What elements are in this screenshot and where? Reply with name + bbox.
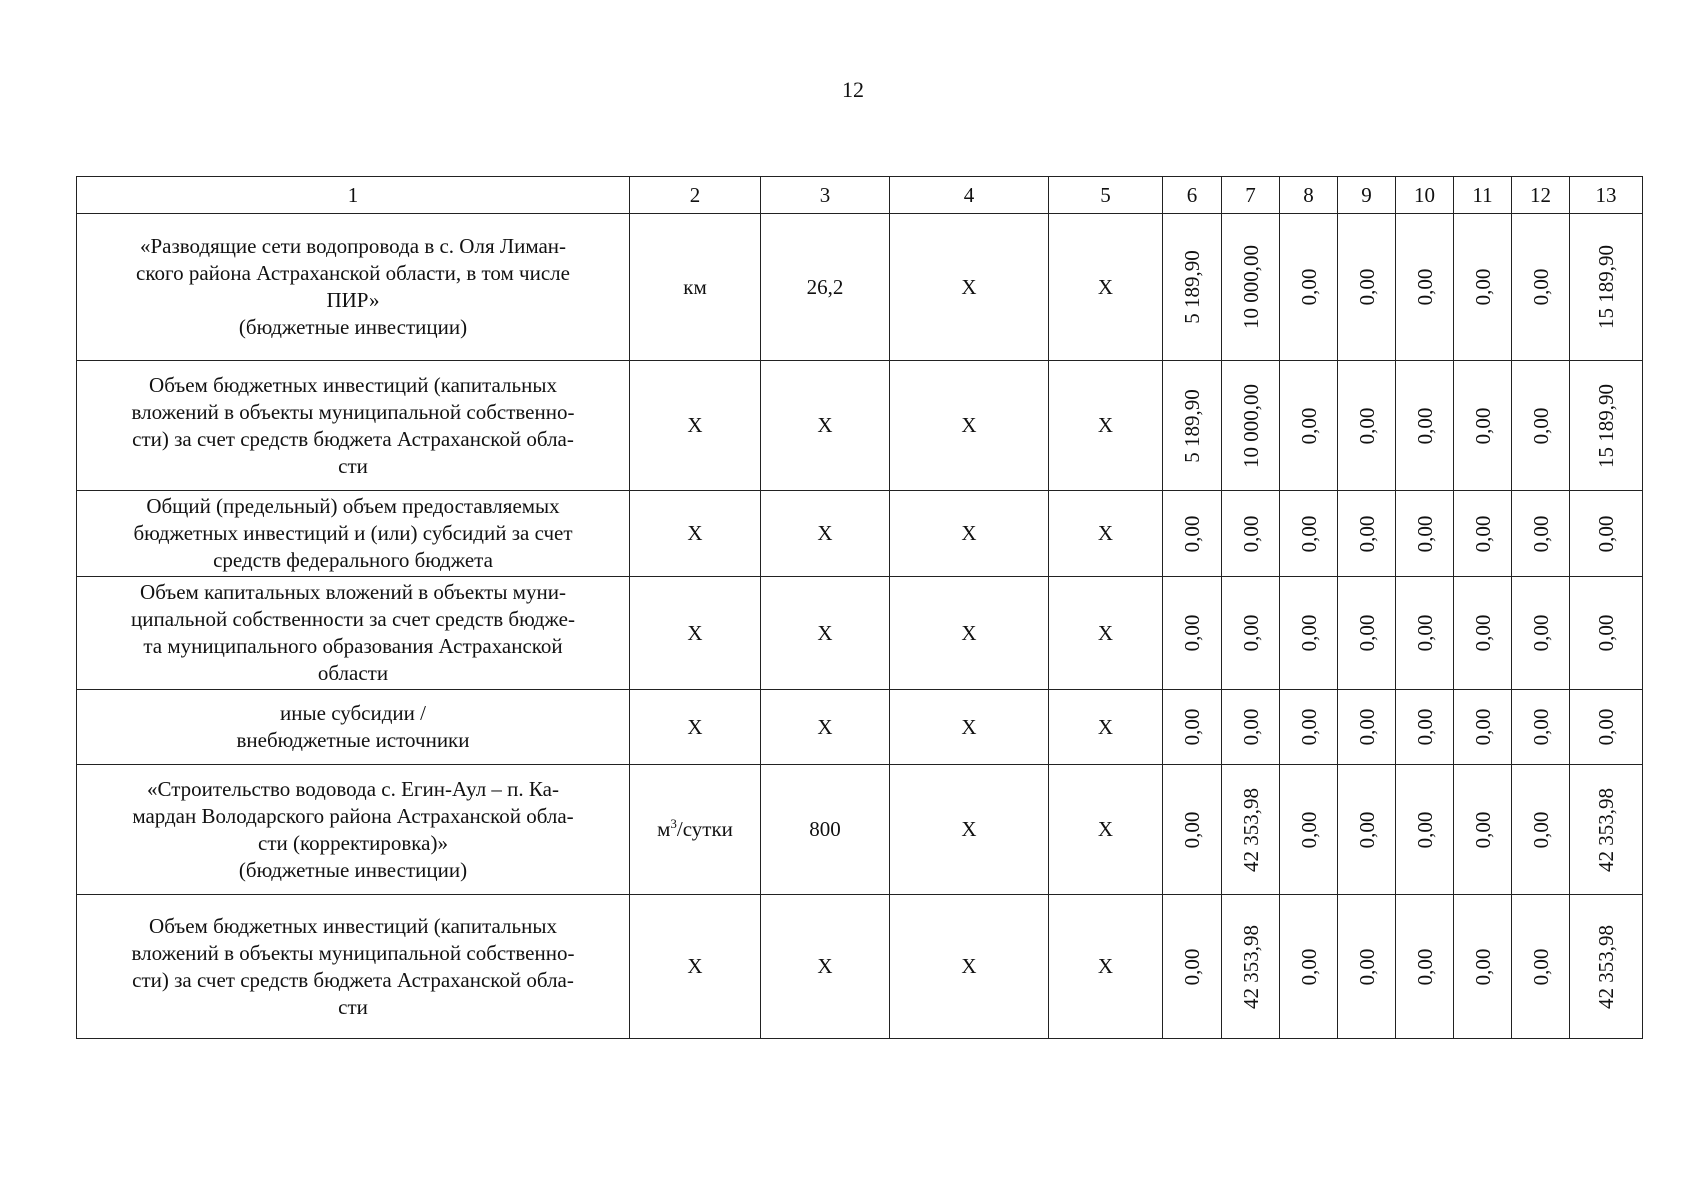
unit-cell: км xyxy=(630,214,761,361)
header-cell: 9 xyxy=(1338,177,1396,214)
table-row xyxy=(77,895,1643,1039)
value-cell xyxy=(1163,214,1222,361)
value-text: 0,00 xyxy=(1180,614,1204,652)
value-text: 0,00 xyxy=(1470,811,1495,848)
value-cell xyxy=(1163,690,1222,765)
value-text: 0,00 xyxy=(1528,948,1553,985)
value-cell xyxy=(1163,895,1222,1039)
capacity-cell: X xyxy=(761,361,890,491)
col4-cell: X xyxy=(890,214,1049,361)
value-cell xyxy=(1512,361,1570,491)
value-text: 0,00 xyxy=(1412,268,1437,306)
header-cell: 6 xyxy=(1163,177,1222,214)
header-cell: 10 xyxy=(1396,177,1454,214)
value-text: 0,00 xyxy=(1296,614,1321,652)
value-cell xyxy=(1222,765,1280,895)
value-text: 0,00 xyxy=(1180,948,1204,985)
value-text: 5 189,90 xyxy=(1180,250,1204,324)
header-cell: 1 xyxy=(77,177,630,214)
description-cell: «Строительство водовода с. Егин-Аул – п. Ка- мардан Володарского района Астраханской обла- сти (корректировка)» (бюджетные инвестиции) xyxy=(77,765,630,895)
value-text: 15 189,90 xyxy=(1594,245,1618,329)
value-cell xyxy=(1570,491,1643,577)
header-cell: 8 xyxy=(1280,177,1338,214)
description-cell: «Разводящие сети водопровода в с. Оля Лиман- ского района Астраханской области, в том числе ПИР» (бюджетные инвестиции) xyxy=(77,214,630,361)
description-cell: Объем бюджетных инвестиций (капитальных вложений в объекты муниципальной собственно- сти) за счет средств бюджета Астраханской обла- сти xyxy=(77,361,630,491)
value-cell xyxy=(1280,895,1338,1039)
value-cell xyxy=(1570,577,1643,690)
value-text: 0,00 xyxy=(1412,515,1437,552)
value-text: 0,00 xyxy=(1528,708,1553,746)
value-text: 42 353,98 xyxy=(1594,787,1618,872)
unit-base: м xyxy=(657,817,671,841)
unit-cell: X xyxy=(630,895,761,1039)
value-cell xyxy=(1454,361,1512,491)
unit-cell: X xyxy=(630,690,761,765)
capacity-cell: X xyxy=(761,577,890,690)
value-text: 0,00 xyxy=(1470,407,1495,444)
col5-cell: X xyxy=(1049,577,1163,690)
value-cell xyxy=(1454,765,1512,895)
col5-cell: X xyxy=(1049,895,1163,1039)
value-text: 15 189,90 xyxy=(1594,383,1618,468)
value-text: 0,00 xyxy=(1528,614,1553,652)
value-text: 0,00 xyxy=(1470,948,1495,985)
value-text: 0,00 xyxy=(1354,811,1379,848)
value-text: 0,00 xyxy=(1412,407,1437,444)
unit-rest: /сутки xyxy=(676,817,733,841)
col4-cell: X xyxy=(890,765,1049,895)
value-text: 0,00 xyxy=(1296,708,1321,746)
value-cell xyxy=(1280,491,1338,577)
value-cell xyxy=(1338,214,1396,361)
col5-cell: X xyxy=(1049,690,1163,765)
header-cell: 11 xyxy=(1454,177,1512,214)
value-text: 0,00 xyxy=(1296,948,1321,985)
value-text: 0,00 xyxy=(1296,407,1321,444)
capacity-cell: 26,2 xyxy=(761,214,890,361)
value-text: 10 000,00 xyxy=(1238,383,1263,468)
value-cell xyxy=(1163,765,1222,895)
value-text: 0,00 xyxy=(1296,268,1321,306)
value-cell xyxy=(1338,690,1396,765)
value-cell xyxy=(1338,765,1396,895)
value-cell xyxy=(1222,690,1280,765)
header-cell: 12 xyxy=(1512,177,1570,214)
header-cell: 4 xyxy=(890,177,1049,214)
table-row xyxy=(77,491,1643,577)
value-cell xyxy=(1396,361,1454,491)
value-text: 0,00 xyxy=(1412,811,1437,848)
value-cell xyxy=(1222,895,1280,1039)
capacity-cell: X xyxy=(761,491,890,577)
value-text: 0,00 xyxy=(1354,407,1379,444)
value-cell xyxy=(1512,491,1570,577)
value-cell xyxy=(1163,577,1222,690)
value-cell xyxy=(1222,361,1280,491)
value-cell xyxy=(1570,765,1643,895)
description-cell: Общий (предельный) объем предоставляемых бюджетных инвестиций и (или) субсидий за счет средств федерального бюджета xyxy=(77,491,630,577)
value-cell xyxy=(1222,214,1280,361)
value-text: 0,00 xyxy=(1528,811,1553,848)
value-cell xyxy=(1396,765,1454,895)
table-row xyxy=(77,765,1643,895)
table-row xyxy=(77,214,1643,361)
value-cell xyxy=(1222,491,1280,577)
value-text: 0,00 xyxy=(1180,708,1204,746)
value-cell xyxy=(1338,895,1396,1039)
unit-cell: X xyxy=(630,491,761,577)
value-text: 0,00 xyxy=(1296,811,1321,848)
value-cell xyxy=(1512,214,1570,361)
value-text: 0,00 xyxy=(1180,515,1204,552)
value-cell xyxy=(1338,361,1396,491)
capacity-cell: 800 xyxy=(761,765,890,895)
value-text: 0,00 xyxy=(1470,708,1495,746)
description-cell: Объем бюджетных инвестиций (капитальных вложений в объекты муниципальной собственно- сти) за счет средств бюджета Астраханской обла- сти xyxy=(77,895,630,1039)
unit-cell xyxy=(630,765,761,895)
value-text: 0,00 xyxy=(1594,515,1618,552)
table-row xyxy=(77,690,1643,765)
value-cell xyxy=(1396,491,1454,577)
value-cell xyxy=(1163,361,1222,491)
value-text: 0,00 xyxy=(1470,515,1495,552)
value-text: 42 353,98 xyxy=(1238,787,1263,872)
capacity-cell: X xyxy=(761,690,890,765)
value-text: 0,00 xyxy=(1354,948,1379,985)
col4-cell: X xyxy=(890,690,1049,765)
value-cell xyxy=(1454,577,1512,690)
value-cell xyxy=(1280,577,1338,690)
table-row xyxy=(77,577,1643,690)
capacity-cell: X xyxy=(761,895,890,1039)
col5-cell: X xyxy=(1049,361,1163,491)
value-cell xyxy=(1222,577,1280,690)
value-text: 0,00 xyxy=(1354,708,1379,746)
value-text: 0,00 xyxy=(1238,614,1263,652)
value-text: 0,00 xyxy=(1180,811,1204,848)
value-cell xyxy=(1454,690,1512,765)
value-cell xyxy=(1454,491,1512,577)
table-row xyxy=(77,361,1643,491)
value-cell xyxy=(1570,690,1643,765)
value-cell xyxy=(1280,361,1338,491)
col5-cell: X xyxy=(1049,765,1163,895)
header-cell: 3 xyxy=(761,177,890,214)
value-text: 0,00 xyxy=(1412,614,1437,652)
col4-cell: X xyxy=(890,895,1049,1039)
value-text: 0,00 xyxy=(1594,708,1618,746)
value-cell xyxy=(1570,361,1643,491)
value-cell xyxy=(1338,577,1396,690)
value-cell xyxy=(1280,765,1338,895)
col5-cell: X xyxy=(1049,491,1163,577)
value-text: 10 000,00 xyxy=(1238,245,1263,329)
value-cell xyxy=(1396,690,1454,765)
value-cell xyxy=(1454,214,1512,361)
value-cell xyxy=(1163,491,1222,577)
value-cell xyxy=(1570,895,1643,1039)
header-cell: 13 xyxy=(1570,177,1643,214)
value-text: 0,00 xyxy=(1296,515,1321,552)
value-cell xyxy=(1454,895,1512,1039)
value-text: 0,00 xyxy=(1354,614,1379,652)
value-cell xyxy=(1338,491,1396,577)
header-cell: 7 xyxy=(1222,177,1280,214)
unit-cell: X xyxy=(630,361,761,491)
value-text: 0,00 xyxy=(1354,515,1379,552)
value-text: 0,00 xyxy=(1528,515,1553,552)
table-header-row xyxy=(77,177,1643,214)
value-cell xyxy=(1512,690,1570,765)
description-cell: Объем капитальных вложений в объекты муни- ципальной собственности за счет средств бюдже- та муниципального образования Астраханской области xyxy=(77,577,630,690)
description-cell: иные субсидии / внебюджетные источники xyxy=(77,690,630,765)
header-cell: 2 xyxy=(630,177,761,214)
value-cell xyxy=(1280,214,1338,361)
unit-cell: X xyxy=(630,577,761,690)
value-text: 0,00 xyxy=(1470,614,1495,652)
value-text: 0,00 xyxy=(1528,407,1553,444)
value-cell xyxy=(1396,214,1454,361)
value-text: 0,00 xyxy=(1594,614,1618,652)
header-cell: 5 xyxy=(1049,177,1163,214)
col4-cell: X xyxy=(890,491,1049,577)
value-text: 0,00 xyxy=(1470,268,1495,306)
value-cell xyxy=(1280,690,1338,765)
value-text: 0,00 xyxy=(1238,708,1263,746)
value-cell xyxy=(1512,895,1570,1039)
col5-cell: X xyxy=(1049,214,1163,361)
value-cell xyxy=(1396,895,1454,1039)
page-number: 12 xyxy=(842,77,864,102)
value-text: 0,00 xyxy=(1412,708,1437,746)
col4-cell: X xyxy=(890,361,1049,491)
value-text: 5 189,90 xyxy=(1180,388,1204,463)
value-text: 0,00 xyxy=(1412,948,1437,985)
col4-cell: X xyxy=(890,577,1049,690)
unit-superscript: 3 xyxy=(670,816,677,831)
value-cell xyxy=(1570,214,1643,361)
value-text: 42 353,98 xyxy=(1238,924,1263,1009)
value-text: 0,00 xyxy=(1528,268,1553,306)
value-cell xyxy=(1512,765,1570,895)
value-text: 42 353,98 xyxy=(1594,924,1618,1009)
value-cell xyxy=(1512,577,1570,690)
budget-table xyxy=(76,176,1643,1039)
value-text: 0,00 xyxy=(1238,515,1263,552)
value-cell xyxy=(1396,577,1454,690)
value-text: 0,00 xyxy=(1354,268,1379,306)
